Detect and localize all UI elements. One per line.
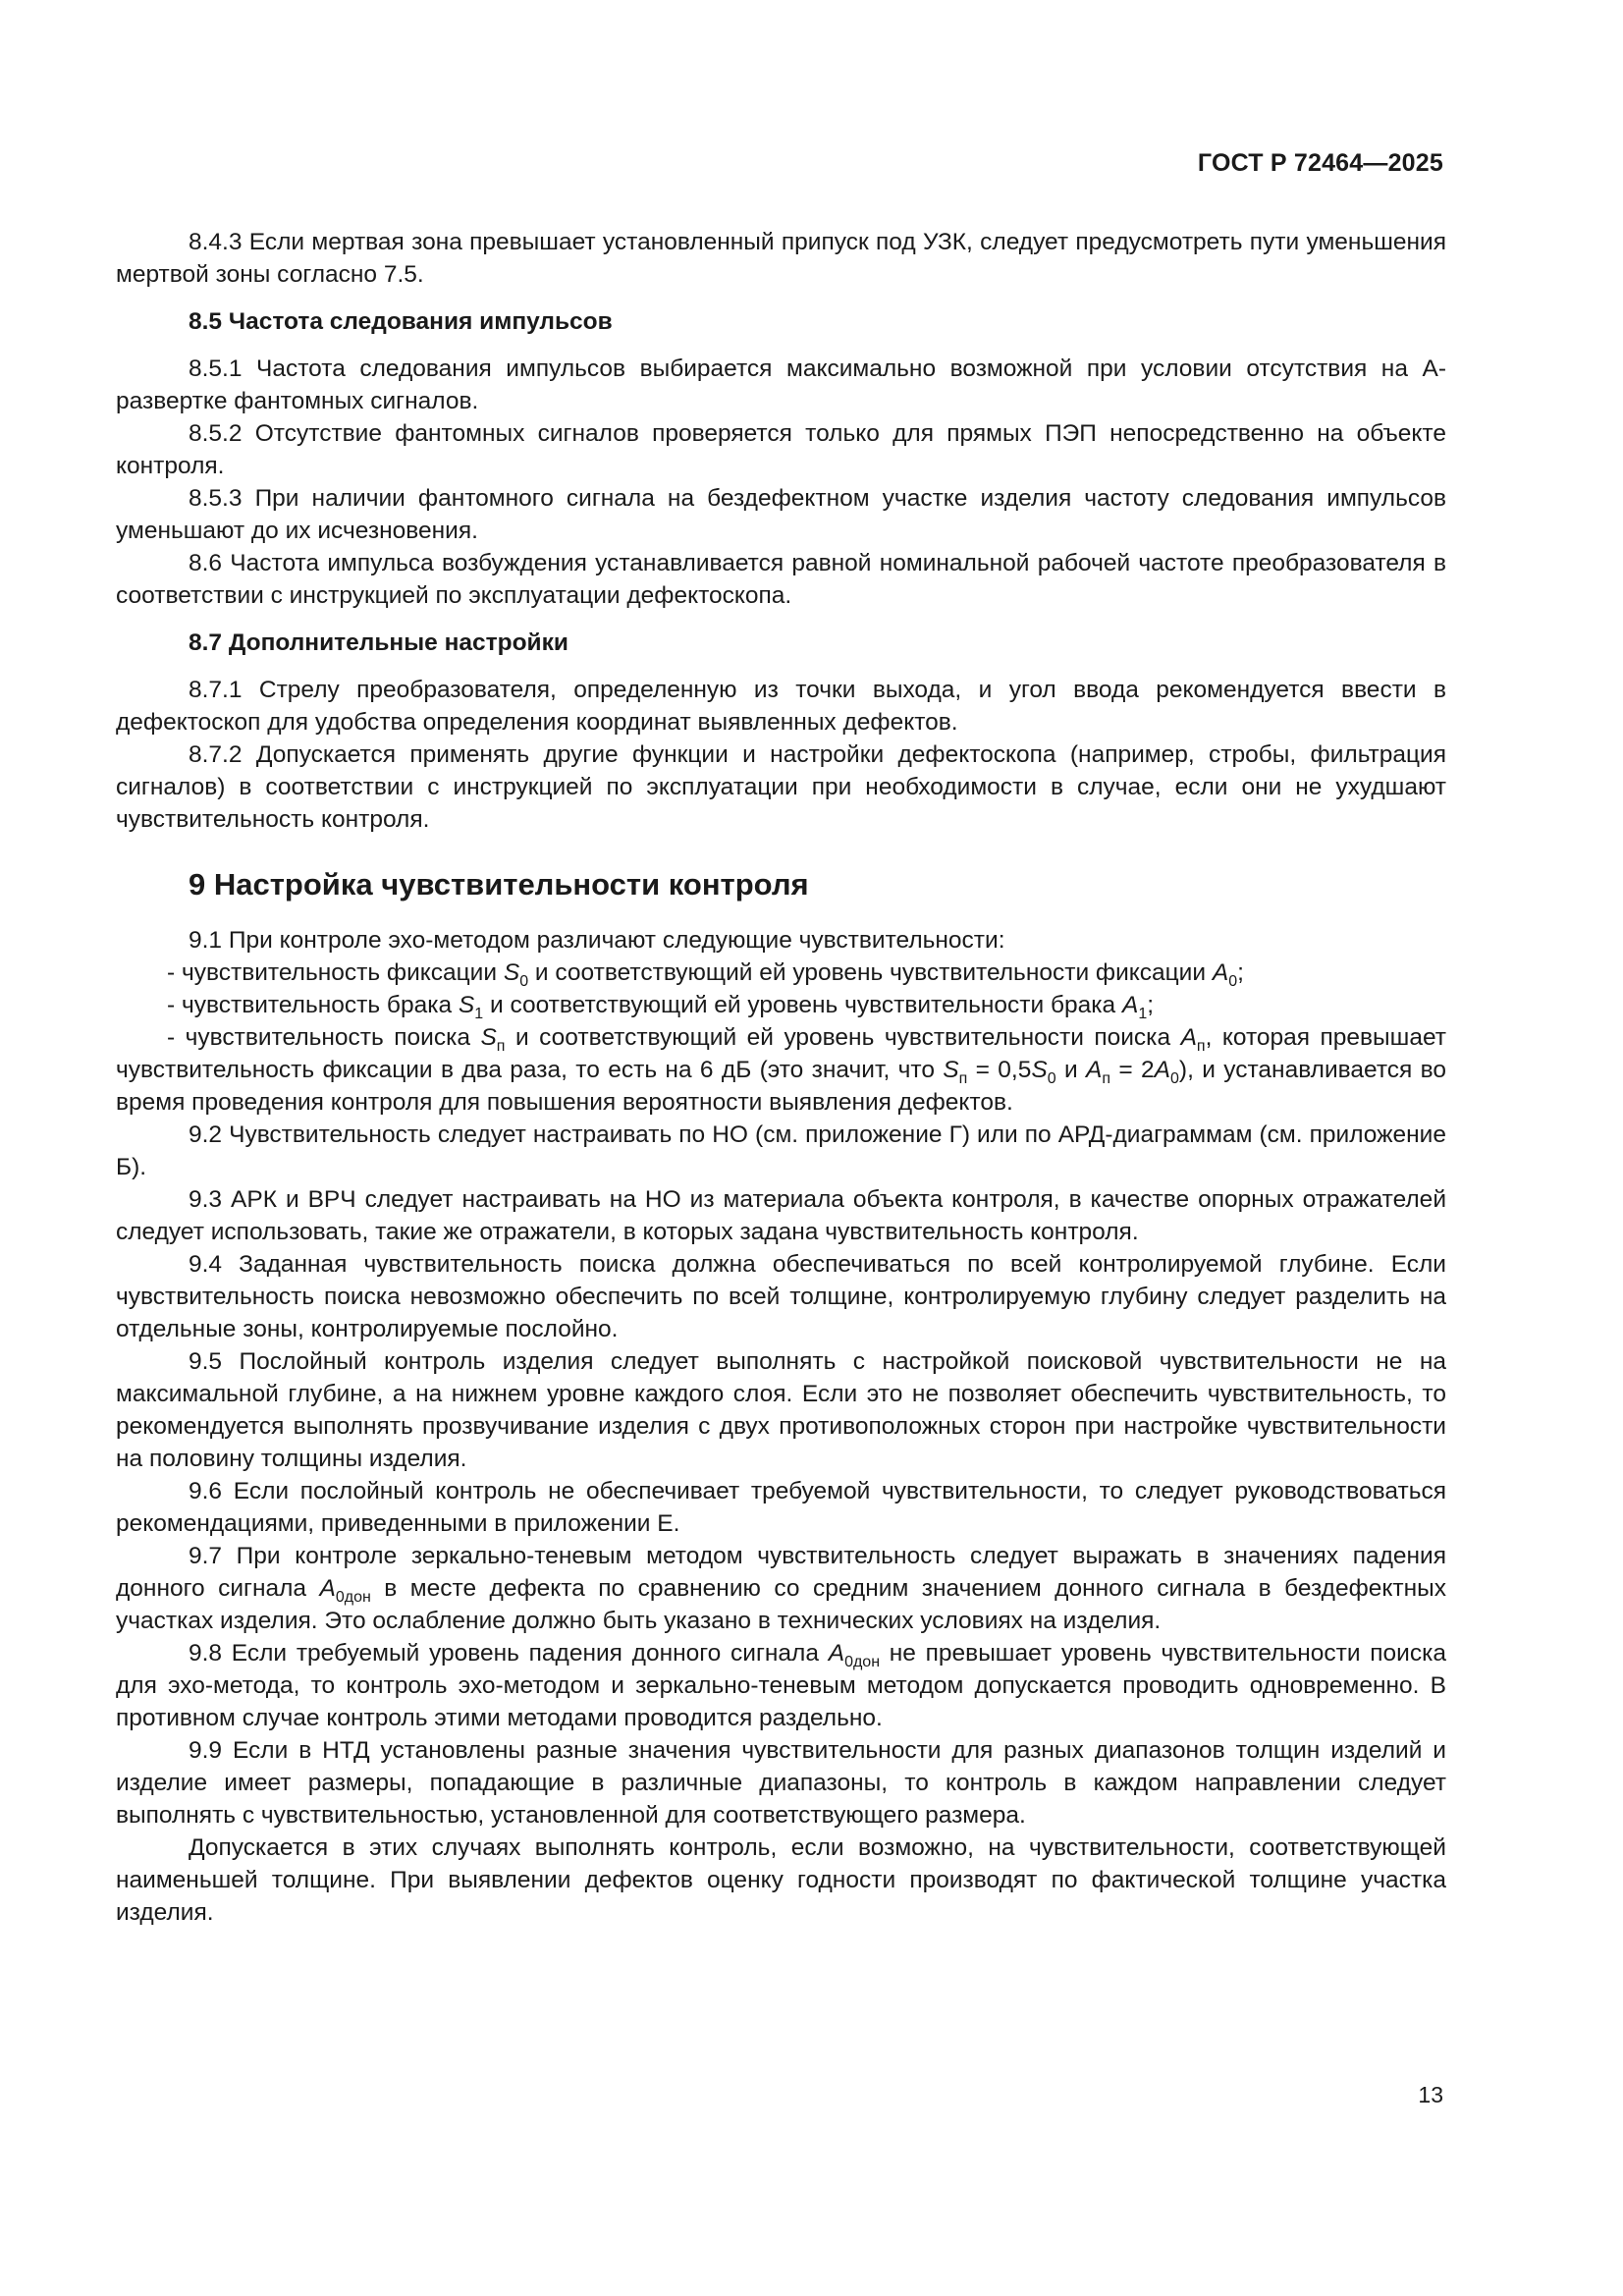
paragraph-9-6: 9.6 Если послойный контроль не обеспечивает требуемой чувствительности, то следует руководствоваться рекомендациями, приведенными в приложении Е. [116,1478,1446,1537]
section-heading-9: 9 Настройка чувствительности контроля [189,867,809,902]
paragraph-8-6: 8.6 Частота импульса возбуждения устанавливается равной номинальной рабочей частоте преобразователя в соответствии с инструкцией по эксплуатации дефектоскопа. [116,550,1446,609]
paragraph-8-5-2: 8.5.2 Отсутствие фантомных сигналов проверяется только для прямых ПЭП непосредственно на объекте контроля. [116,420,1446,479]
paragraph-9-8: 9.8 Если требуемый уровень падения донного сигнала $A_{0дон}$ не превышает уровень чувствительности поиска для эхо-метода, то контроль эхо-методом и зеркально-теневым методом допускается проводить одновременно. В противном случае контроль этими методами проводится раздельно. [116,1640,1446,1731]
paragraph-9-7: 9.7 При контроле зеркально-теневым методом чувствительность следует выражать в значениях падения донного сигнала $A_{0дон}$ в месте дефекта по сравнению со средним значением донного сигнала в бездефектных участках изделия. Это ослабление должно быть указано в технических условиях на изделия. [116,1543,1446,1634]
paragraph-8-7-2: 8.7.2 Допускается применять другие функции и настройки дефектоскопа (например, стробы, фильтрация сигналов) в соответствии с инструкцией по эксплуатации при необходимости в случае, если они не ухудшают чувствительность контроля. [116,741,1446,833]
paragraph-8-7-1: 8.7.1 Стрелу преобразователя, определенную из точки выхода, и угол ввода рекомендуется ввести в дефектоскоп для удобства определения координат выявленных дефектов. [116,677,1446,736]
list-item-search: - чувствительность поиска $S_п$ и соответствующий ей уровень чувствительности поиска $A_п$, которая превышает чувствительность фиксации в два раза, то есть на 6 дБ (это значит, что $S_п = 0,5S_0$ и $A_п = 2A_0$), и устанавливается во время проведения контроля для повышения вероятности выявления дефектов. [116,1024,1446,1116]
paragraph-9-5: 9.5 Послойный контроль изделия следует выполнять с настройкой поисковой чувствительности не на максимальной глубине, а на нижнем уровне каждого слоя. Если это не позволяет обеспечить чувствительность, то рекомендуется выполнять прозвучивание изделия с двух противоположных сторон при настройке чувствительности на половину толщины изделия. [116,1348,1446,1472]
document-code: ГОСТ Р 72464—2025 [1197,149,1443,177]
paragraph-8-5-1: 8.5.1 Частота следования импульсов выбирается максимально возможной при условии отсутствия на А-развертке фантомных сигналов. [116,355,1446,414]
document-body [116,226,1446,1929]
list-item-fixation: - чувствительность фиксации $S_0$ и соответствующий ей уровень чувствительности фиксации $A_0$; [167,959,1244,990]
subsection-heading-8-7: 8.7 Дополнительные настройки [189,629,568,656]
paragraph-9-9-continued: Допускается в этих случаях выполнять контроль, если возможно, на чувствительности, соответствующей наименьшей толщине. При выявлении дефектов оценку годности производят по фактической толщине участка изделия. [116,1834,1446,1926]
subsection-heading-8-5: 8.5 Частота следования импульсов [189,308,613,335]
paragraph-9-2: 9.2 Чувствительность следует настраивать по НО (см. приложение Г) или по АРД-диаграммам (см. приложение Б). [116,1121,1446,1180]
list-item-reject: - чувствительность брака $S_1$ и соответствующий ей уровень чувствительности брака $A_1$; [167,992,1155,1022]
paragraph-9-3: 9.3 АРК и ВРЧ следует настраивать на НО из материала объекта контроля, в качестве опорных отражателей следует использовать, такие же отражатели, в которых задана чувствительность контроля. [116,1186,1446,1245]
paragraph-8-4-3: 8.4.3 Если мертвая зона превышает установленный припуск под УЗК, следует предусмотреть пути уменьшения мертвой зоны согласно 7.5. [116,229,1446,288]
paragraph-9-1: 9.1 При контроле эхо-методом различают следующие чувствительности: [189,927,1005,954]
paragraph-8-5-3: 8.5.3 При наличии фантомного сигнала на бездефектном участке изделия частоту следования импульсов уменьшают до их исчезновения. [116,485,1446,544]
page-number: 13 [1418,2082,1443,2107]
paragraph-9-4: 9.4 Заданная чувствительность поиска должна обеспечиваться по всей контролируемой глубине. Если чувствительность поиска невозможно обеспечить по всей толщине, контролируемую глубину следует разделить на отдельные зоны, контролируемые послойно. [116,1251,1446,1342]
paragraph-9-9: 9.9 Если в НТД установлены разные значения чувствительности для разных диапазонов толщин изделий и изделие имеет размеры, попадающие в различные диапазоны, то контроль в каждом направлении следует выполнять с чувствительностью, установленной для соответствующего размера. [116,1737,1446,1829]
